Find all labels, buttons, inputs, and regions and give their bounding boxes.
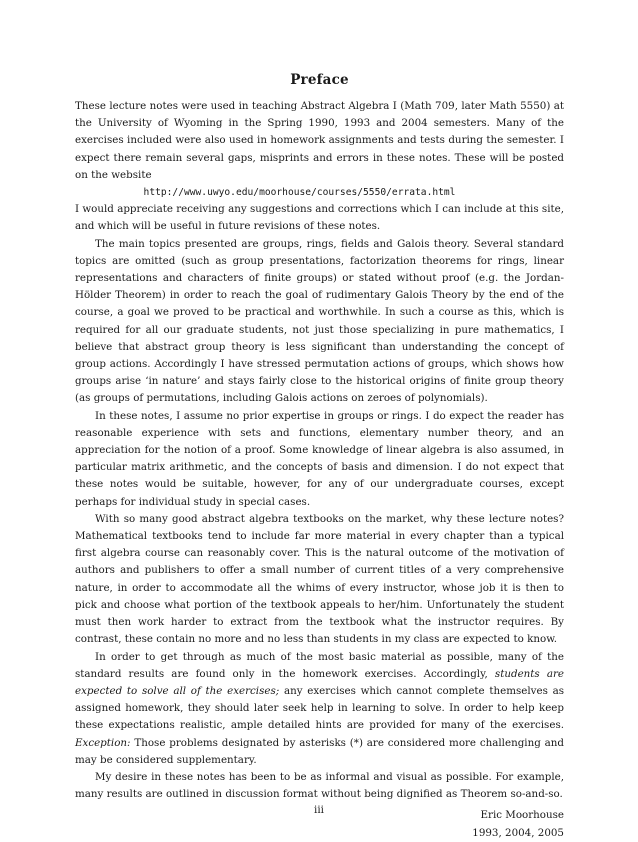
paragraph-topics: The main topics presented are groups, rings, fields and Galois theory. Several standard topics are omitted (such as group presentations, factorization theorems for rings, linear representations and characters of finite groups) or stated without proof (e.g. the Jordan-Hölder Theorem) in order to reach the goal of rudimentary Galois Theory by the end of the course, a goal we proved to be practical and worthwhile. In such a course as this, which is required for all our graduate students, not just those specializing in pure mathematics, I believe that abstract group theory is less significant than understanding the concept of group actions. Accordingly I have stressed permutation actions of groups, which shows how groups arise ‘in nature’ and stays fairly close to the historical origins of finite group theory (as groups of permutations, including Galois actions on zeroes of polynomials). [75, 237, 564, 405]
paragraph-motivation: With so many good abstract algebra textbooks on the market, why these lecture notes? Mathematical textbooks tend to include far more material in every chapter than a typical first algebra course can reasonably cover. This is the natural outcome of the motivation of authors and publishers to offer a small number of current titles of a very comprehensive nature, in order to accommodate all the whims of every instructor, whose job it is then to pick and choose what portion of the textbook appeals to her/him. Unfortunately the student must then work harder to extract from the textbook what the instructor requires. By contrast, these contain no more and no less than students in my class are expected to know. [75, 512, 564, 646]
author-name: Eric Moorhouse [480, 809, 564, 822]
preface-page [75, 70, 564, 842]
page-title: Preface [290, 72, 349, 88]
exercises-text-e: Those problems designated by asterisks (*) are considered more challenging and may be considered supplementary. [75, 736, 564, 766]
exercises-text-a: In order to get through as much of the most basic material as possible, many of the standard results are found only in the homework exercises. Accordingly, [75, 650, 564, 680]
exercises-emphasis: students are expected to solve all of the exercises; [75, 667, 564, 697]
exception-label: Exception: [75, 736, 131, 749]
paragraph-exercises [75, 649, 564, 769]
paragraph-style: My desire in these notes has been to be as informal and visual as possible. For example, many results are outlined in discussion format without being dignified as Theorem so-and-so. [75, 770, 564, 801]
paragraph-prerequisites: In these notes, I assume no prior expertise in groups or rings. I do expect the reader has reasonable experience with sets and functions, elementary number theory, and an appreciation for the notion of a proof. Some knowledge of linear algebra is also assumed, in particular matrix arithmetic, and the concepts of basis and dimension. I do not expect that these notes would be suitable, however, for any of our undergraduate courses, except perhaps for individual study in special cases. [75, 409, 564, 508]
page-number: iii [314, 804, 324, 816]
paragraph-suggestions: I would appreciate receiving any suggestions and corrections which I can include at this site, and which will be useful in future revisions of these notes. [75, 203, 564, 233]
signature-years: 1993, 2004, 2005 [472, 826, 564, 839]
paragraph-intro: These lecture notes were used in teaching Abstract Algebra I (Math 709, later Math 5550) at the University of Wyoming in the Spring 1990, 1993 and 2004 semesters. Many of the exercises included were also used in homework assignments and tests during the semester. I expect there remain several gaps, misprints and errors in these notes. These will be posted on the website [75, 100, 564, 181]
errata-url[interactable]: http://www.uwyo.edu/moorhouse/courses/5550/errata.html [143, 187, 456, 199]
exercises-text-c: any exercises which cannot complete themselves as assigned homework, they should later seek help in learning to solve. In order to help keep these expectations realistic, ample detailed hints are provided for many of the exercises. [75, 684, 565, 732]
